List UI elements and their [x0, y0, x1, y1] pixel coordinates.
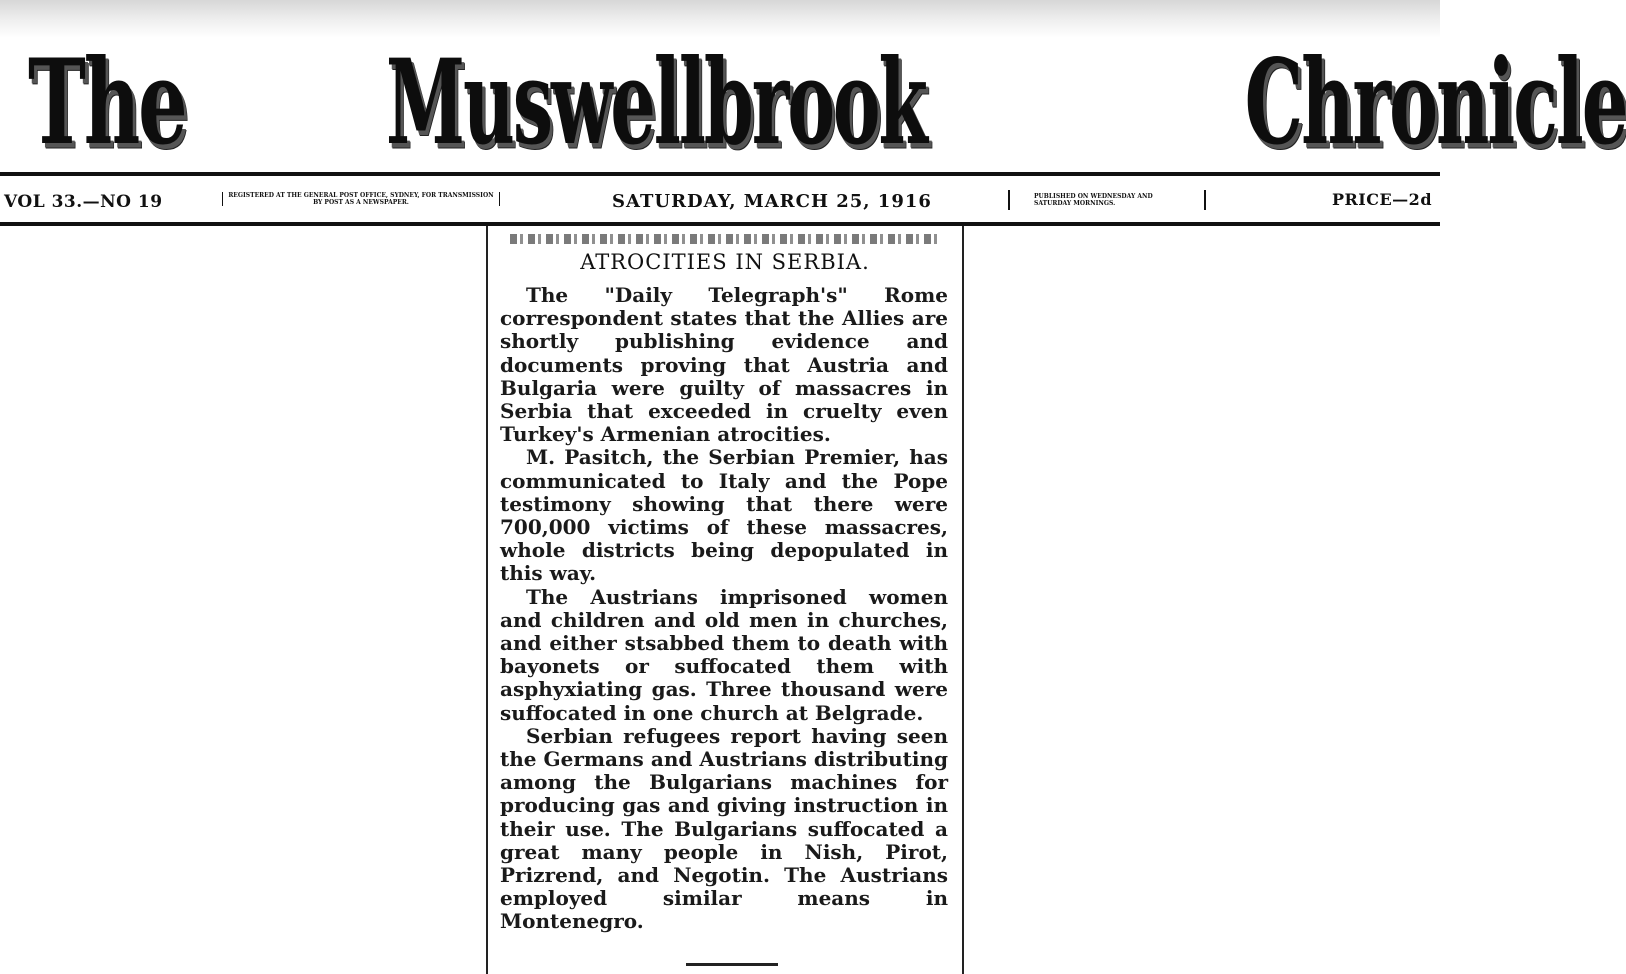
- dateline-bar: [0, 180, 1440, 222]
- volume-number: VOL 33.—NO 19: [4, 192, 163, 212]
- issue-date: SATURDAY, MARCH 25, 1916: [612, 191, 932, 212]
- masthead-rule: [0, 172, 1440, 176]
- end-rule: [686, 963, 778, 966]
- article-paragraph: The "Daily Telegraph's" Rome correspondent states that the Allies are shortly publishing evidence and documents proving that Austria and Bulgaria were guilty of massacres in Serbia that exceeded in cruelty even Turkey's Armenian atrocities.: [500, 283, 948, 447]
- title-word-muswellbrook: Muswellbrook: [385, 34, 926, 172]
- newspaper-title: [0, 33, 1626, 173]
- article-headline: ATROCITIES IN SERBIA.: [580, 250, 870, 274]
- article-column: [486, 226, 964, 974]
- issue-price: PRICE—2d: [1331, 190, 1432, 209]
- title-word-the: The: [28, 34, 186, 172]
- title-word-chronicle: Chronicle: [1244, 34, 1626, 172]
- article-paragraph: M. Pasitch, the Serbian Premier, has communicated to Italy and the Pope testimony showing that there were 700,000 victims of these massacres, whole districts being depopulated in this way.: [500, 445, 948, 586]
- publication-notice: PUBLISHED ON WEDNESDAY AND SATURDAY MORNINGS.: [1008, 190, 1206, 210]
- article-paragraph: Serbian refugees report having seen the Germans and Austrians distributing among the Bulgarians machines for producing gas and giving instruction in their use. The Bulgarians suffocated a great many people in Nish, Pirot, Prizrend, and Negotin. The Austrians employed similar means in Montenegro.: [500, 723, 948, 934]
- masthead: [0, 0, 1626, 176]
- article-body: [500, 284, 948, 934]
- registration-notice: REGISTERED AT THE GENERAL POST OFFICE, SYDNEY, FOR TRANSMISSION BY POST AS A NEWSPAPER.: [222, 192, 500, 206]
- print-smudge: [510, 234, 940, 244]
- article-paragraph: The Austrians imprisoned women and children and old men in churches, and either stsabbed them to death with bayonets or suffocated them with asphyxiating gas. Three thousand were suffocated in one church at Belgrade.: [500, 584, 948, 725]
